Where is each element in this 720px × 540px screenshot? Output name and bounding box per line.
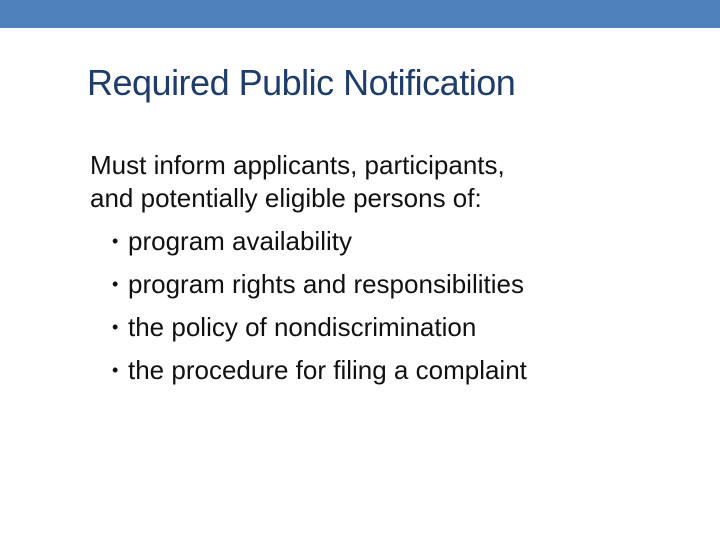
bullet-text: program availability: [128, 226, 352, 256]
intro-text: [90, 149, 700, 215]
bullet-list: [90, 220, 700, 392]
intro-line-2: and potentially eligible persons of:: [90, 183, 482, 213]
slide-body: [90, 149, 700, 392]
bullet-item: [112, 349, 700, 392]
top-accent-band: [0, 0, 720, 28]
bullet-dot-icon: •: [112, 231, 119, 251]
bullet-text: the procedure for filing a complaint: [128, 355, 527, 385]
bullet-text: program rights and responsibilities: [128, 269, 524, 299]
bullet-dot-icon: •: [112, 274, 119, 294]
slide-title: Required Public Notification: [87, 62, 516, 103]
bullet-item: [112, 306, 700, 349]
intro-line-1: Must inform applicants, participants,: [90, 150, 505, 180]
bullet-dot-icon: •: [112, 317, 119, 337]
bullet-item: [112, 220, 700, 263]
bullet-dot-icon: •: [112, 360, 119, 380]
bullet-text: the policy of nondiscrimination: [128, 312, 477, 342]
bullet-item: [112, 263, 700, 306]
